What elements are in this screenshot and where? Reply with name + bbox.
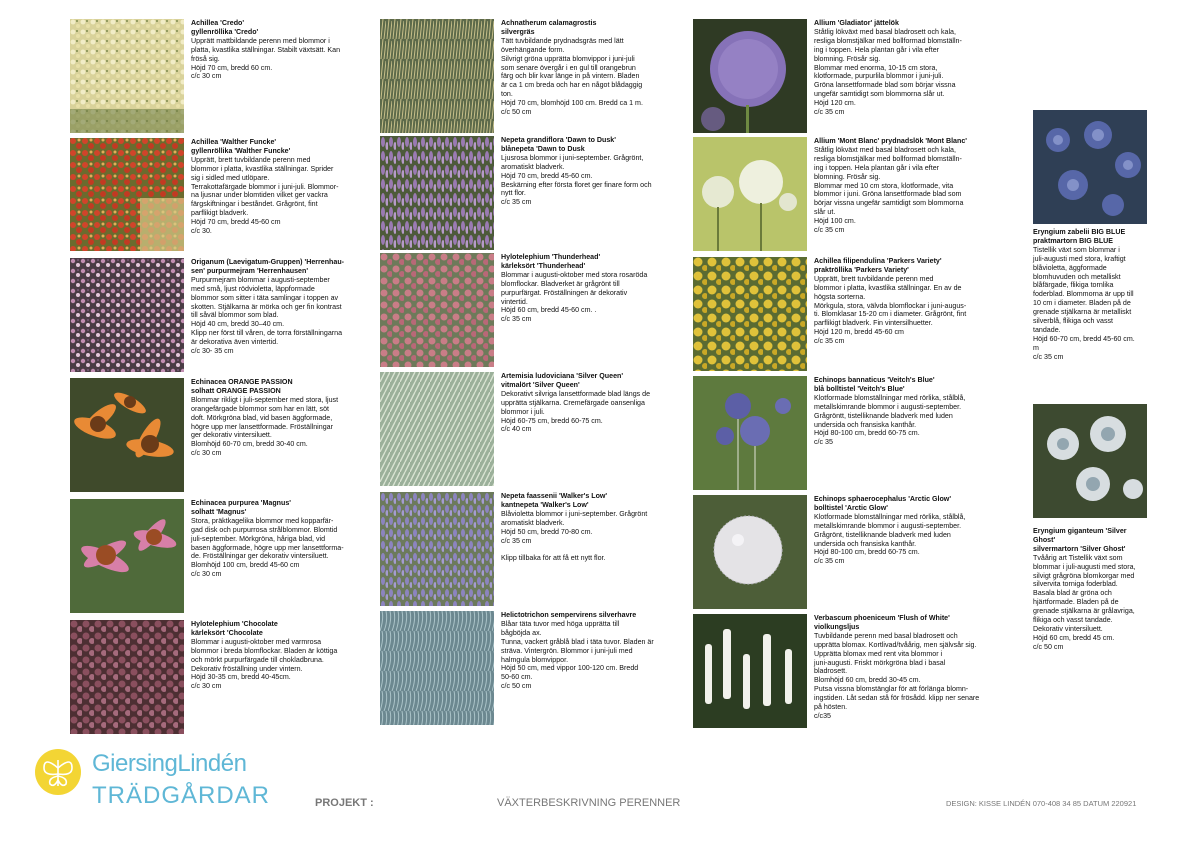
white-allium-photo bbox=[693, 137, 807, 251]
plant-name: Echinacea ORANGE PASSION solhatt ORANGE PASSION bbox=[191, 378, 293, 395]
plant-description: Ståtlig lökväxt med basal bladrosett och kala, resliga blomstjälkar med bollformad blomställn- ing i toppen. Hela plantan går i vila efter blomning. Frösår sig. Blommar med 10 cm stora, klotformade, vita blommor i juni. Gröna lansettformade blad som börjar vissna ungefär samtidigt som blommorna slår ut. Höjd 100 cm. c/c 35 cm bbox=[814, 145, 964, 235]
purple-allium-photo bbox=[693, 19, 807, 133]
origanum-photo bbox=[70, 258, 184, 372]
plant-name: Origanum (Laevigatum-Gruppen) 'Herrenhau- sen' purpurmejram 'Herrenhausen' bbox=[191, 258, 345, 275]
plant-name: Nepeta grandiflora 'Dawn to Dusk' blånepeta 'Dawn to Dusk bbox=[501, 136, 616, 153]
plant-name: Eryngium giganteum 'Silver Ghost' silvermartorn 'Silver Ghost' bbox=[1033, 527, 1127, 553]
red-achillea-photo bbox=[70, 138, 184, 251]
plant-name: Achillea filipendulina 'Parkers Variety' praktröllika 'Parkers Variety' bbox=[814, 257, 942, 274]
plant-name: Nepeta faassenii 'Walker's Low' kantnepeta 'Walker's Low' bbox=[501, 492, 608, 509]
plant-name: Allium 'Mont Blanc' prydnadslök 'Mont Blanc' bbox=[814, 137, 967, 145]
plant-name: Achillea 'Credo' gyllenröllika 'Credo' bbox=[191, 19, 259, 36]
document-title: VÄXTERBESKRIVNING PERENNER bbox=[497, 797, 681, 809]
yellow-achillea-photo bbox=[70, 19, 184, 133]
plant-name: Echinops sphaerocephalus 'Arctic Glow' bolltistel 'Arctic Glow' bbox=[814, 495, 952, 512]
pink-echinacea-photo bbox=[70, 499, 184, 613]
plant-description: Upprätt, brett tuvbildande perenn med blommor i platta, kvastlika ställningar. Sprider sig i sidled med utlöpare. Terrakottafärgade blommor i juni-juli. Blommor- na ljusnar under blomtiden vilket ger vackra färgskiftningar i beståndet. Grågrönt, fint parflikigt bladverk. Höjd 70 cm, bredd 45-60 cm c/c 30. bbox=[191, 155, 339, 236]
plant-description: Upprätt, brett tuvbildande perenn med blommor i platta, kvastlika ställningar. En av de högsta sorterna. Mörkgula, stora, välvda blomflockar i juni-augus- ti. Blomklasar 15-20 cm i diameter. Grågrönt, fint parflikigt bladverk. Fin vintersilhuetter. Höjd 120 m, bredd 45-60 cm c/c 35 cm bbox=[814, 274, 967, 346]
plant-description: Blåar täta tuvor med höga upprätta till bågböjda ax. Tunna, vackert gråblå blad i täta tuvor. Bladen är sträva. Vintergrön. Blommor i juni-juli med halmgula blomvippor. Höjd 50 cm, med vippor 100-120 cm. Bredd 50-60 cm. c/c 50 cm bbox=[501, 619, 654, 691]
orange-echinacea-photo bbox=[70, 378, 184, 492]
artemisia-photo bbox=[380, 372, 494, 486]
plant-description: Tuvbildande perenn med basal bladrosett och upprätta blomax. Kortlivad/tvåårig, men självsår sig. Upprätta blomax med rent vita blommor i juni-augusti. Friskt mörkgröna blad i basal bladrosett. Blomhöjd 60 cm, bredd 30-45 cm. Putsa vissna blomstänglar för att förlänga blomn- ingstiden. Låt sedan stå för frösådd. klipp ner senare på hösten. c/c35 bbox=[814, 631, 980, 720]
white-verbascum-photo bbox=[693, 614, 807, 728]
plant-name: Echinops bannaticus 'Veitch's Blue' blå bolltistel 'Veitch's Blue' bbox=[814, 376, 935, 393]
design-info: DESIGN: KISSE LINDÉN 070-408 34 85 DATUM 220921 bbox=[946, 799, 1137, 808]
plant-description: Dekorativt silvriga lansettformade blad längs de upprätta stjälkarna. Cremefärgade oansenliga blommor i juli. Höjd 60-75 cm, bredd 60-75 cm. c/c 40 cm bbox=[501, 389, 651, 434]
plant-description: Ståtlig lökväxt med basal bladrosett och kala, resliga blomstjälkar med bollformad blomställn- ing i toppen. Hela plantan går i vila efter blomning. Frösår sig. Blommar med enorma, 10-15 cm stora, klotformade, purpurlila blommor i juni-juli. Gröna lansettformade blad som börjar vissna ungefär samtidigt som blommorna slår ut. Höjd 120 cm. c/c 35 cm bbox=[814, 27, 962, 117]
thunderhead-sedum-photo bbox=[380, 253, 494, 367]
plant-description: Klotformade blomställningar med rörlika, stålblå, metallskimrande blommor i augusti-september. Grågröntt, tistelliknande bladverk med luden undersida och fransiska kanthår. Höjd 80-100 cm, bredd 60-75 cm. c/c 35 bbox=[814, 393, 966, 447]
blue-echinops-photo bbox=[693, 376, 807, 490]
plant-name: Achnatherum calamagrostis silvergräs bbox=[501, 19, 597, 36]
plant-name: Allium 'Gladiator' jättelök bbox=[814, 19, 899, 27]
silvergrass-photo bbox=[380, 19, 494, 133]
white-echinops-photo bbox=[693, 495, 807, 609]
plant-description: Upprätt mattbildande perenn med blommor i platta, kvastlika ställningar. Stabilt växtsätt. Kan fröså sig. Höjd 70 cm, bredd 60 cm. c/c 30 cm bbox=[191, 36, 341, 81]
plant-description: Tvåårig art Tistellik växt som blommar i juli-augusti med stora, silvigt grågröna blomkorgar med silvervita torniga foderblad. Basala blad är gröna och hjärtformade. Bladen på de grenade stjälkarna är grålavriga, flikiga och vasst tandade. Dekorativ vintersiluett. Höjd 60 cm, bredd 45 cm. c/c 50 cm bbox=[1033, 553, 1136, 651]
plant-name: Achillea 'Walther Funcke' gyllenröllika 'Walther Funcke' bbox=[191, 138, 291, 155]
logo-company-name: GiersingLindén bbox=[92, 750, 247, 777]
logo-company-subtitle: TRÄDGÅRDAR bbox=[92, 782, 271, 809]
plant-description: Tätt tuvbildande prydnadsgräs med lätt överhängande form. Silvrigt gröna upprätta blomvippor i juni-juli som senare övergår i en gul till orangebrun färg och blir kvar länge in på vintern. Bladen är ca 1 cm breda och har en något blådaggig ton. Höjd 70 cm, blomhöjd 100 cm. Bredd ca 1 m. c/c 50 cm bbox=[501, 36, 643, 117]
plant-name: Verbascum phoeniceum 'Flush of White' violkungsljus bbox=[814, 614, 950, 631]
plant-description: Purpurmejram blommar i augusti-september med små, ljust rödvioletta, läppformade blommor som sitter i täta samlingar i toppen av skotten. Stjälkarna är mörka och ger fin kontrast till såväl blommor som blad. Höjd 40 cm, bredd 30–40 cm. Klipp ner först till våren, de torra förställningarna är dekorativa även vintertid. c/c 30- 35 cm bbox=[191, 275, 343, 356]
plant-description: Ljusrosa blommor i juni-september. Grågrönt, aromatiskt bladverk. Höjd 70 cm, bredd 45-60 cm. Beskärning efter första floret ger finare form och nytt flor. c/c 35 cm bbox=[501, 153, 652, 207]
golden-achillea-photo bbox=[693, 257, 807, 371]
plant-description: Blommar i augusti-oktober med varmrosa blommor i breda blomflockar. Bladen är köttiga och mörkt purpurfärgade till chokladbruna. Dekorativ fröställning under vintern. Höjd 30-35 cm, bredd 40-45cm. c/c 30 cm bbox=[191, 637, 338, 691]
plant-name: Hylotelephium 'Thunderhead' kärleksört 'Thunderhead' bbox=[501, 253, 601, 270]
blue-nepeta-photo bbox=[380, 492, 494, 606]
butterfly-logo-icon bbox=[34, 748, 82, 796]
plant-name: Echinacea purpurea 'Magnus' solhatt 'Magnus' bbox=[191, 499, 291, 516]
plant-description: Blommar i augusti-oktober med stora rosaröda blomflockar. Bladverket är grågrönt till purpurfärgat. Fröställningen är dekorativ vintertid. Höjd 60 cm, bredd 45-60 cm. . c/c 35 cm bbox=[501, 270, 648, 324]
plant-description: Blåvioletta blommor i juni-september. Grågrönt aromatiskt bladverk. Höjd 50 cm, bredd 70-80 cm. c/c 35 cm Klipp tillbaka för att få ett nytt flor. bbox=[501, 509, 648, 563]
plant-name: Hylotelephium 'Chocolate kärleksört 'Chocolate bbox=[191, 620, 278, 637]
blue-oat-grass-photo bbox=[380, 611, 494, 725]
plant-description: Klotformade blomställningar med rörlika, stålblå, metallskimrande blommor i augusti-september. Grågrönt, tistelliknande bladverk med luden undersida och fransiska kanthår. Höjd 80-100 cm, bredd 60-75 cm. c/c 35 cm bbox=[814, 512, 966, 566]
plant-description: Stora, präktkagelika blommor med kopparfär- gad disk och purpurrosa strålblommor. Blomtid juli-september. Mörkgröna, håriga blad, vid basen äggformade, högre upp mer lansettforma- de. Fröställningar ger dekorativ vintersiluett. Blomhöjd 100 cm, bredd 45-60 cm c/c 30 cm bbox=[191, 516, 344, 579]
company-logo bbox=[34, 746, 274, 816]
blue-eryngium-photo bbox=[1033, 110, 1147, 224]
plant-description: Tistellik växt som blommar i juli-augusti med stora, kraftigt blåvioletta, äggformade blomhuvuden och metalliskt blåfärgade, flikiga tornlika foderblad. Blommorna är upp till 10 cm i diameter. Bladen på de grenade stjälkarna är metalliskt silverblå, flikiga och vasst tandade. Höjd 60-70 cm, bredd 45-60 cm. m c/c 35 cm bbox=[1033, 245, 1135, 361]
project-label: PROJEKT : bbox=[315, 797, 374, 809]
plant-description: Blommar rikligt i juli-september med stora, ljust orangefärgade blommor som har en lätt, söt doft. Mörkgröna blad, vid basen äggformade, högre upp mer lansettformade. Fröställningar ger dekorativ vintersiluett. Blomhöjd 60-70 cm, bredd 30-40 cm. c/c 30 cm bbox=[191, 395, 339, 458]
chocolate-sedum-photo bbox=[70, 620, 184, 734]
plant-name: Helictotrichon sempervirens silverhavre bbox=[501, 611, 637, 619]
silver-eryngium-photo bbox=[1033, 404, 1147, 518]
pink-nepeta-photo bbox=[380, 136, 494, 250]
plant-name: Eryngium zabelii BIG BLUE praktmartorn BIG BLUE bbox=[1033, 228, 1126, 245]
plant-name: Artemisia ludoviciana 'Silver Queen' vitmalört 'Silver Queen' bbox=[501, 372, 624, 389]
